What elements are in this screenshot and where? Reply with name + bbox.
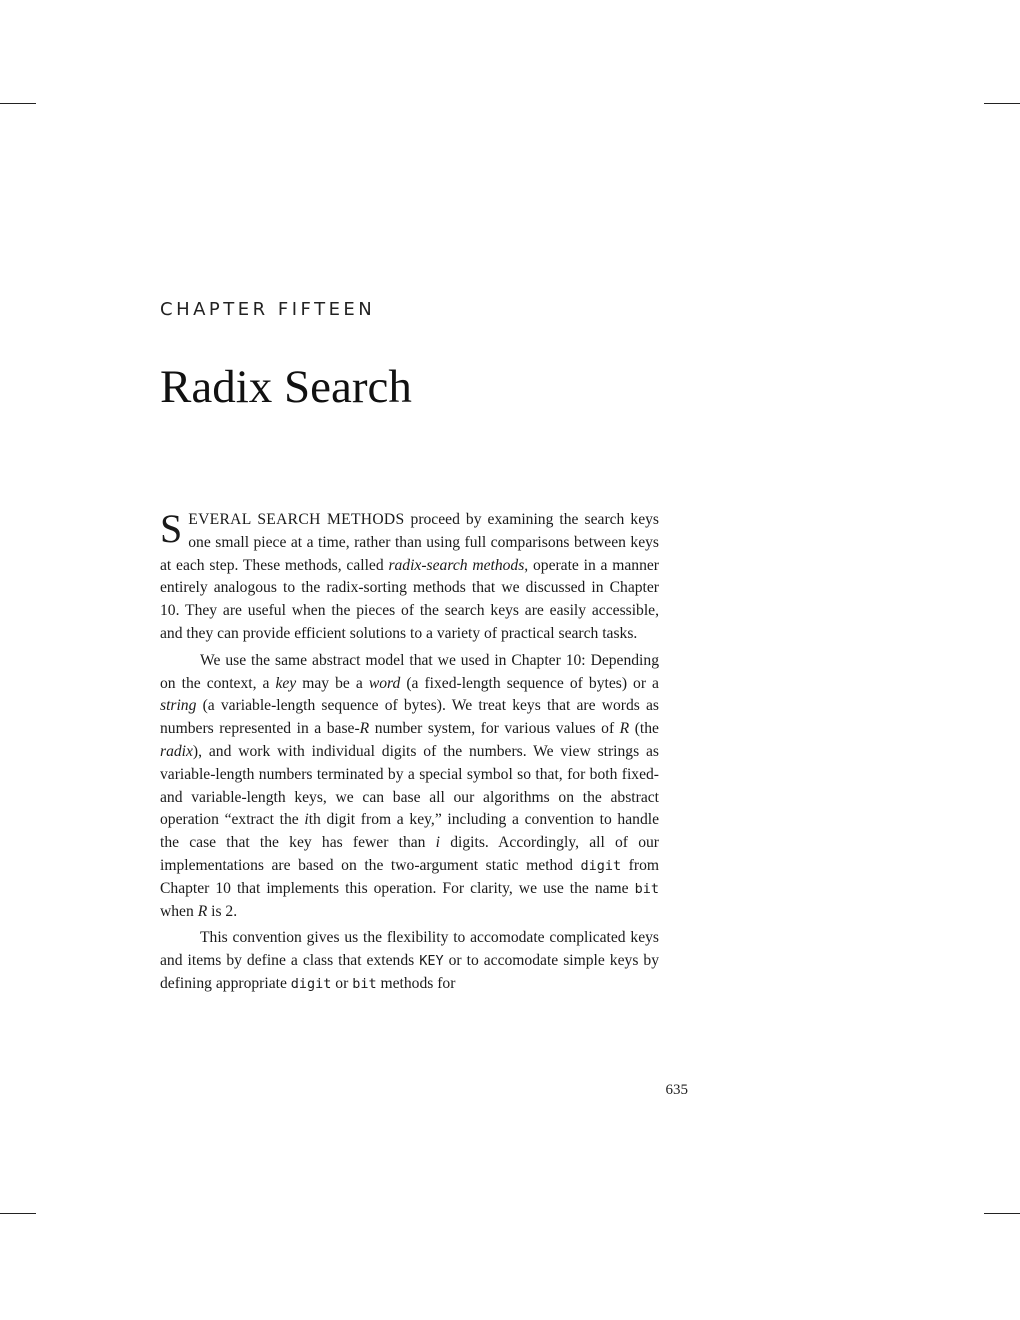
math-R: R: [197, 902, 208, 920]
term-radix-search-methods: radix-search methods: [388, 556, 525, 574]
paragraph-2-text: from Chapter 10 that implements this operation. For clarity, we use the name: [160, 856, 659, 897]
chapter-label: CHAPTER FIFTEEN: [160, 299, 376, 320]
page-number: 635: [665, 1082, 688, 1098]
paragraph-2-text: We use the same abstract model that we used in Chapter 10: Depending on the context, a: [160, 651, 659, 692]
math-i: i: [304, 811, 309, 829]
paragraph-3: [160, 927, 659, 995]
paragraph-2-text: number system, for various values of: [369, 720, 620, 738]
math-i: i: [435, 834, 441, 852]
paragraph-2-text: when: [160, 902, 198, 920]
paragraph-2-text: digits. Accordingly, all of our implementations are based on the two-argument static method: [160, 834, 659, 874]
crop-mark-top-left: [0, 103, 36, 104]
math-R: R: [619, 720, 630, 738]
paragraph-2-text: (the: [629, 720, 659, 738]
code-bit: bit: [352, 975, 377, 992]
body-text: [160, 506, 660, 1000]
crop-mark-bottom-right: [984, 1213, 1020, 1214]
drop-cap: S: [160, 506, 183, 551]
paragraph-2-text: is 2.: [207, 902, 238, 920]
code-digit: digit: [580, 857, 622, 874]
paragraph-2-text: (a variable-length sequence of bytes). We treat keys that are words as numbers represented in a base-: [160, 697, 659, 738]
math-R: R: [359, 720, 370, 738]
term-string: string: [160, 697, 197, 715]
paragraph-2: [160, 650, 659, 924]
term-key: key: [275, 674, 297, 692]
code-KEY: KEY: [419, 953, 444, 970]
term-radix: radix: [160, 742, 193, 760]
paragraph-1-text: , operate in a manner entirely analogous to the radix-sorting methods that we discussed in Chapter 10. They are useful when the pieces of the search keys are easily accessible, and they can provide efficient solutions to a variety of practical search tasks.: [160, 556, 660, 642]
paragraph-1-text: proceed by examining the search keys one small piece at a time, rather than using full comparisons between keys at each step. These methods, called: [160, 511, 659, 574]
paragraph-3-text: or: [331, 974, 353, 992]
crop-mark-bottom-left: [0, 1213, 36, 1214]
paragraph-3-text: This convention gives us the flexibility to accomodate complicated keys and items by define a class that extends: [160, 929, 659, 970]
paragraph-2-text: (a fixed-length sequence of bytes) or a: [400, 674, 659, 692]
paragraph-2-text: ), and work with individual digits of the numbers. We view strings as variable-length numbers terminated by a special symbol so that, for both fixed- and variable-length keys, we can base all our algorithms on the abstract operation “extract the: [160, 742, 659, 829]
code-digit: digit: [290, 975, 332, 992]
paragraph-3-text: methods for: [376, 974, 456, 992]
code-bit: bit: [634, 880, 659, 897]
paragraph-3-text: or to accomodate simple keys by defining appropriate: [160, 952, 659, 992]
paragraph-2-text: may be a: [296, 674, 369, 692]
chapter-title: Radix Search: [160, 361, 412, 413]
opening-smallcaps: EVERAL SEARCH METHODS: [188, 511, 405, 528]
crop-mark-top-right: [984, 103, 1020, 104]
term-word: word: [368, 674, 401, 692]
paragraph-2-text: th digit from a key,” including a convention to handle the case that the key has fewer than: [160, 811, 659, 852]
paragraph-1: [160, 506, 660, 646]
